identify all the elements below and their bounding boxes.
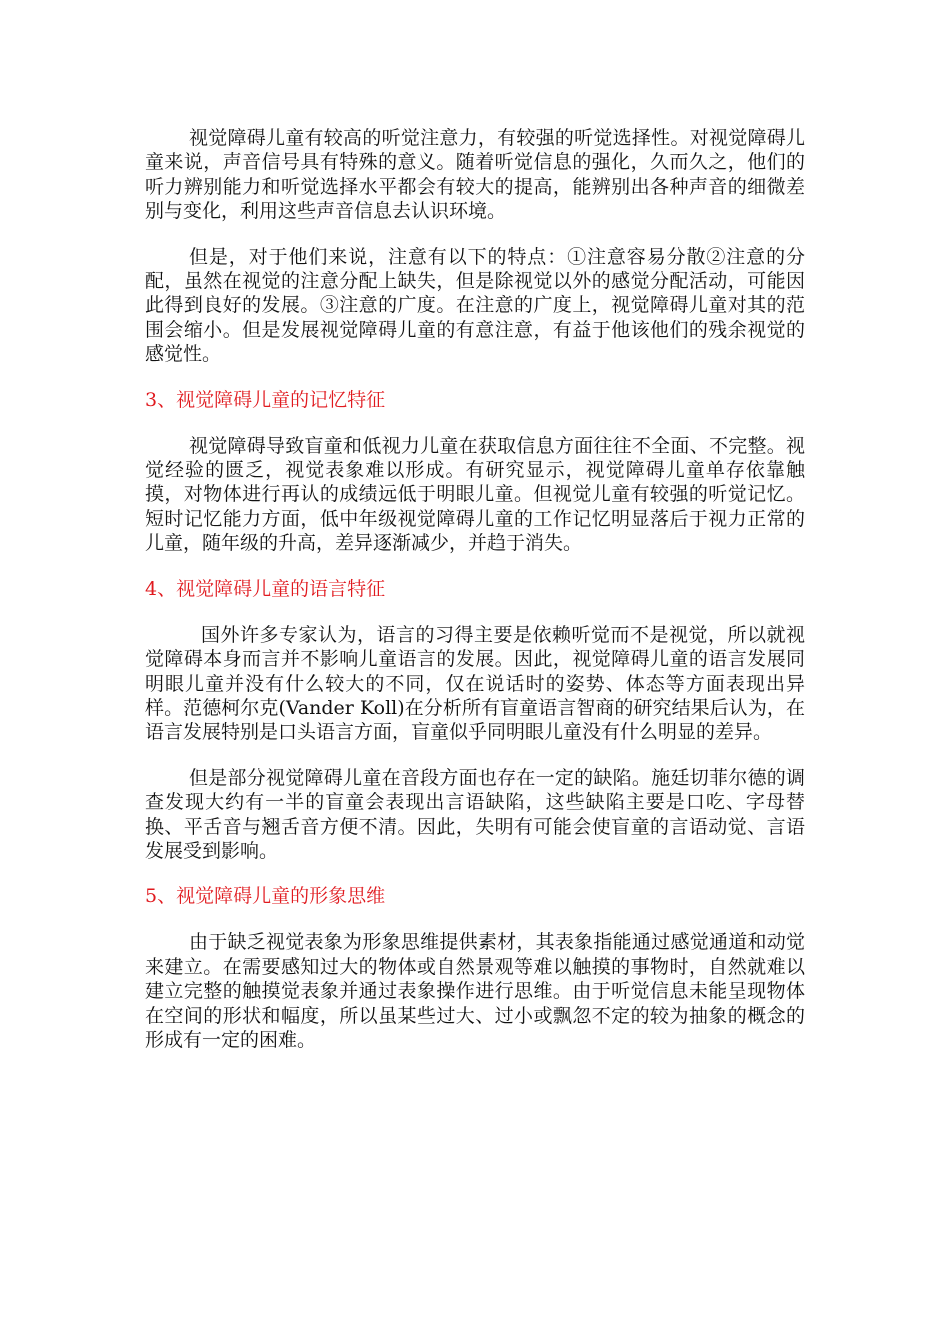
document-page: [145, 126, 805, 1073]
paragraph-language-1: 国外许多专家认为，语言的习得主要是依赖听觉而不是视觉，所以就视觉障碍本身而言并不影响儿童语言的发展。因此，视觉障碍儿童的语言发展同明眼儿童并没有什么较大的不同，仅在说话时的姿势、体态等方面表现出异样。范德柯尔克(Vander Koll)在分析所有盲童语言智商的研究结果后认为，在语言发展特别是口头语言方面，盲童似乎同明眼儿童没有什么明显的差异。: [145, 623, 805, 744]
section-heading-language: 4、视觉障碍儿童的语言特征: [145, 577, 386, 600]
paragraph-auditory-attention: 视觉障碍儿童有较高的听觉注意力，有较强的听觉选择性。对视觉障碍儿童来说，声音信号具有特殊的意义。随着听觉信息的强化，久而久之，他们的听力辨别能力和听觉选择水平都会有较大的提高，能辨别出各种声音的细微差别与变化，利用这些声音信息去认识环境。: [145, 127, 805, 223]
section-heading-thinking: 5、视觉障碍儿童的形象思维: [145, 885, 386, 908]
paragraph-thinking: 由于缺乏视觉表象为形象思维提供素材，其表象指能通过感觉通道和动觉来建立。在需要感知过大的物体或自然景观等难以触摸的事物时，自然就难以建立完整的触摸觉表象并通过表象操作进行思维。由于听觉信息未能呈现物体在空间的形状和幅度，所以虽某些过大、过小或飘忽不定的较为抽象的概念的形成有一定的困难。: [145, 931, 805, 1051]
paragraph-attention-features: 但是，对于他们来说，注意有以下的特点：①注意容易分散②注意的分配，虽然在视觉的注意分配上缺失，但是除视觉以外的感觉分配活动，可能因此得到良好的发展。③注意的广度。在注意的广度上，视觉障碍儿童对其的范围会缩小。但是发展视觉障碍儿童的有意注意，有益于他该他们的残余视觉的感觉性。: [145, 245, 805, 366]
paragraph-language-2: 但是部分视觉障碍儿童在音段方面也存在一定的缺陷。施廷切菲尔德的调查发现大约有一半的盲童会表现出言语缺陷，这些缺陷主要是口吃、字母替换、平舌音与翘舌音方便不清。因此，失明有可能会使盲童的言语动觉、言语发展受到影响。: [145, 766, 805, 862]
section-heading-memory: 3、视觉障碍儿童的记忆特征: [145, 388, 386, 411]
paragraph-memory: 视觉障碍导致盲童和低视力儿童在获取信息方面往往不全面、不完整。视觉经验的匮乏，视觉表象难以形成。有研究显示，视觉障碍儿童单存依靠触摸，对物体进行再认的成绩远低于明眼儿童。但视觉儿童有较强的听觉记忆。短时记忆能力方面，低中年级视觉障碍儿童的工作记忆明显落后于视力正常的儿童，随年级的升高，差异逐渐减少，并趋于消失。: [145, 434, 805, 555]
